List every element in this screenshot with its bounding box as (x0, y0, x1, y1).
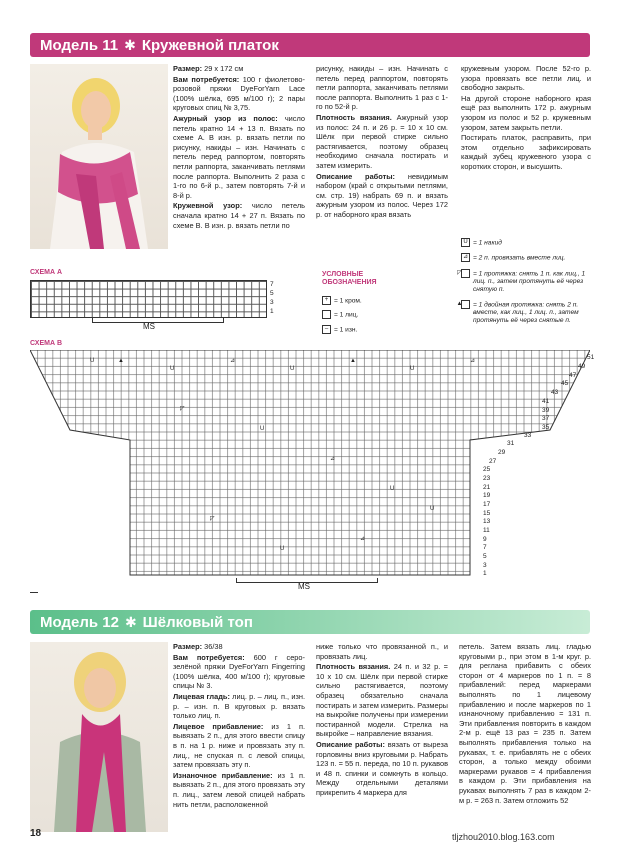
model12-banner (30, 610, 590, 634)
paragraph: рисунку, накиды – изн. Начинать с петель перед раппортом, повторять петли раппорта, заканчивать петлями после раппорта. Выполнить 1 раз с 1-го по 52-й р. (316, 64, 448, 112)
k2tog-icon: ⊿ (462, 254, 469, 261)
model12-title: Модель 12 (40, 613, 119, 631)
model11-subtitle: Кружевной платок (141, 36, 279, 54)
paragraph: Описание работы: вязать от выреза горловины вниз круговыми р. Набрать 123 п. = 55 п. переда, по 10 п. рукавов и 48 п. спинки и сомкнуть в кольцо. Между отдельными деталями прикрепить 4 маркера для (316, 739, 448, 797)
paragraph: ниже только что провязанной п., и провязать лиц. (316, 642, 448, 661)
scheme-a-label: СХЕМА А (30, 269, 63, 276)
svg-text:U: U (90, 358, 95, 364)
svg-text:U: U (430, 506, 435, 512)
paragraph: Плотность вязания. 24 п. и 32 р. = 10 x 10 см. Шёлк при первой стирке сильно растягивается, поэтому образец обязательно сначала постирать и затем измерить. Размеры на выкройке получены при измерении постиранной модели. Стрелка на выкройке – направление вязания. (316, 662, 448, 739)
woman-with-shawl-illustration (30, 64, 168, 249)
star-icon: ✱ (124, 36, 136, 53)
double-decrease-icon: ▲ (461, 300, 470, 309)
model11-column-1 (173, 64, 305, 231)
paragraph: Описание работы: невидимым набором (край с открытыми петлями, см. стр. 19) набрать 69 п. и вязать ажурным узором из полос. Через 172 р. от наборного края вязать (316, 171, 448, 219)
scheme-a-grid (30, 280, 267, 318)
skp-icon: ◸ (461, 269, 470, 278)
purl-icon: – (322, 325, 331, 334)
model12-column-3 (459, 642, 591, 806)
scheme-b-label: СХЕМА В (30, 340, 63, 347)
legend-symbols (456, 238, 591, 325)
legend-item: = 1 лиц. (322, 310, 362, 319)
svg-text:⊿: ⊿ (330, 456, 336, 462)
legend-item: + = 1 кром. (322, 296, 362, 305)
svg-text:U: U (410, 366, 415, 372)
legend-title: УСЛОВНЫЕ ОБОЗНАЧЕНИЯ (322, 271, 377, 286)
svg-text:◸: ◸ (180, 406, 185, 412)
paragraph: Кружевной узор: число петель сначала кратно 14 + 27 п. Вязать по схеме В. В изн. р. вязать петли по (173, 201, 305, 230)
legend-item: ⊿ = 2 п. провязать вместе лиц. (462, 254, 566, 262)
paragraph: Изнаночное прибавление: из 1 п. вывязать 2 п., для этого провязать эту п. лиц., затем левой спицей набрать нить петли, расположенной (173, 770, 305, 809)
model11-column-3 (461, 64, 591, 173)
svg-text:⊿: ⊿ (230, 358, 236, 364)
divider (30, 592, 38, 593)
scheme-b-ms: MS (298, 582, 310, 591)
svg-text:U: U (290, 366, 295, 372)
edge-stitch-icon: + (322, 296, 331, 305)
paragraph: Постирать платок, расправить, при этом отдельно зафиксировать каждый зубец кружевного узора с коротких сторон, и высушить. (461, 133, 591, 171)
page-number: 18 (30, 828, 42, 839)
yarn-over-icon: U (461, 238, 470, 247)
svg-text:▲: ▲ (118, 358, 124, 364)
svg-text:U: U (170, 366, 175, 372)
model11-title: Модель 11 (40, 36, 119, 54)
legend-basic (322, 296, 362, 334)
scheme-a-repeat-bracket (92, 318, 224, 323)
svg-text:U: U (260, 426, 265, 432)
paragraph: Вам потребуется: 600 г серо-зелёной пряжи DyeForYarn Fingerring (100% шёлка, 400 м/100 г); круговые спицы № 3. (173, 652, 305, 691)
paragraph: Плотность вязания. Ажурный узор из полос: 24 п. и 26 р. = 10 x 10 см. Шёлк при первой стирке сильно растягивается, поэтому образец необходимо сначала постирать и затем измерить. (316, 112, 448, 170)
svg-text:⊿: ⊿ (360, 536, 366, 542)
legend-item: ▲ = 1 двойная протяжка: снять 2 п. вместе, как лиц., 1 лиц. п., затем протянуть её через снятые п. (456, 300, 579, 324)
svg-text:U: U (280, 546, 285, 552)
paragraph: петель. Затем вязать лиц. гладью круговыми р., при этом в 1-м круг. р. для реглана прибавить с обеих сторон от 4 маркеров по 1 п. = 8 прибавлений: перед маркерами выполнять по 1 лицевому прибавлению и после маркеров по 1 изнаночному прибавлению = 131 п. Эти прибавления повторить в каждом 2-м р. ещё 13 раз = 235 п. Затем выполнять прибавления только на рукавах, т. е. прибавлять не с обеих сторон, а только между обоими маркерами рукавов = 4 прибавления в каждом р. Эти прибавления на рукавах выполнять 7 раз в каждом 2-м р. = 263 п. Затем отложить 52 (459, 642, 591, 805)
paragraph: Вам потребуется: 100 г фиолетово-розовой пряжи DyeForYarn Lace (100% шёлка, 695 м/100 г); 2 пары круговых спиц № 3,75. (173, 74, 305, 113)
paragraph: На другой стороне наборного края ещё раз выполнить 172 р. ажурным узором из полос и 52 р. кружевным узором, затем закрыть петли. (461, 93, 591, 132)
star-icon: ✱ (124, 613, 137, 630)
paragraph: Ажурный узор из полос: число петель кратно 14 + 13 п. Вязать по схеме А. В изн. р. вязать петли по рисунку, накиды – изн. Начинать с петель перед раппортом, повторять петли раппорта, заканчивать петлями после раппорта. Выполнить 2 раза с 1-го по 6-й р., затем повторять 7-й и 8-й р. (173, 113, 305, 200)
legend-item: – = 1 изн. (322, 325, 362, 334)
knit-icon (322, 310, 331, 319)
watermark: tljzhou2010.blog.163.com (452, 832, 555, 842)
svg-text:◸: ◸ (210, 516, 215, 522)
model11-banner (30, 33, 590, 57)
model11-column-2 (316, 64, 448, 221)
model12-column-1 (173, 642, 305, 810)
model12-photo (30, 642, 168, 832)
model12-column-2 (316, 642, 448, 799)
paragraph: Лицевая гладь: лиц. р. – лиц. п., изн. р. – изн. п. В круговых р. вязать только лиц. п. (173, 691, 306, 721)
model12-subtitle: Шёлковый топ (142, 613, 253, 631)
paragraph: Размер: 29 x 172 см (173, 64, 244, 73)
svg-text:⊿: ⊿ (470, 358, 476, 364)
svg-text:▲: ▲ (350, 358, 356, 364)
woman-in-top-illustration (30, 642, 168, 832)
legend-item: ◸ = 1 протяжка: снять 1 п. как лиц., 1 лиц. п., затем протянуть её через снятую п. (457, 269, 586, 293)
scheme-a-ms: MS (143, 322, 155, 331)
model11-photo (30, 64, 168, 249)
paragraph: Размер: 36/38 (173, 642, 223, 651)
svg-text:U: U (390, 486, 395, 492)
scheme-b-chart (30, 350, 590, 580)
paragraph: кружевным узором. После 52-го р. узора провязать все петли лиц. и свободно закрыть. (461, 64, 591, 93)
legend-item: U = 1 накид (461, 238, 591, 247)
paragraph: Лицевое прибавление: из 1 п. вывязать 2 п., для этого ввести спицу в п. на 1 р. ниже и провязать эту п. лиц., не спуская п. с левой спицы, затем провязать эту п. (173, 721, 306, 770)
